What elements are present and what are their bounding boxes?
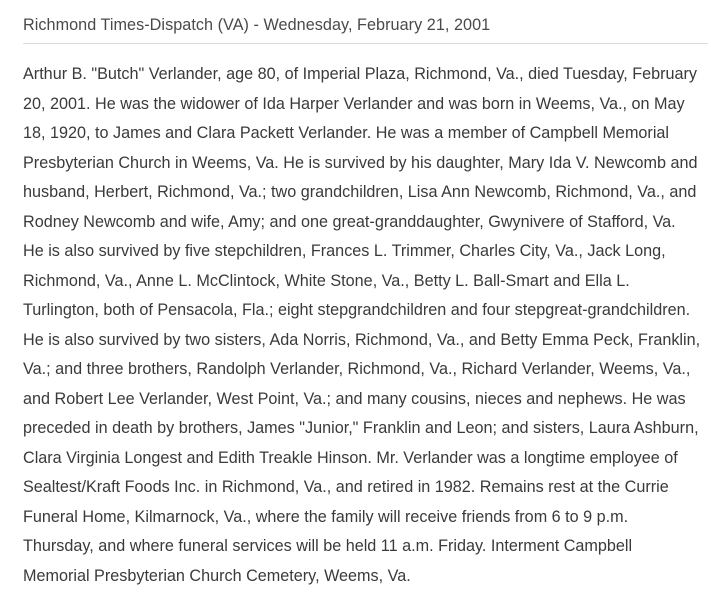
text-line: Rodney Newcomb and wife, Amy; and one great-granddaughter, Gwynivere of Stafford, Va. <box>23 212 676 231</box>
obituary-text <box>23 60 707 591</box>
obituary-header <box>23 0 708 44</box>
text-line: 20, 2001. He was the widower of Ida Harper Verlander and was born in Weems, Va., on May <box>23 94 685 113</box>
text-line: He is also survived by two sisters, Ada Norris, Richmond, Va., and Betty Emma Peck, Franklin, <box>23 330 701 349</box>
text-line: Richmond, Va., Anne L. McClintock, White Stone, Va., Betty L. Ball-Smart and Ella L. <box>23 271 630 290</box>
text-line: Turlington, both of Pensacola, Fla.; eight stepgrandchildren and four stepgreat-grandchildren. <box>23 301 691 319</box>
text-line: 18, 1920, to James and Clara Packett Verlander. He was a member of Campbell Memorial <box>23 124 670 142</box>
text-line: Clara Virginia Longest and Edith Treakle Hinson. Mr. Verlander was a longtime employee of <box>23 448 678 467</box>
text-line: Funeral Home, Kilmarnock, Va., where the family will receive friends from 6 to 9 p.m. <box>23 507 629 526</box>
text-line: Thursday, and where funeral services will be held 11 a.m. Friday. Interment Campbell <box>23 537 633 555</box>
text-line: Sealtest/Kraft Foods Inc. in Richmond, Va., and retired in 1982. Remains rest at the Currie <box>23 478 669 496</box>
text-line: husband, Herbert, Richmond, Va.; two grandchildren, Lisa Ann Newcomb, Richmond, Va., and <box>23 183 697 201</box>
text-line: Arthur B. "Butch" Verlander, age 80, of Imperial Plaza, Richmond, Va., died Tuesday, February <box>23 65 698 83</box>
text-line: Presbyterian Church in Weems, Va. He is survived by his daughter, Mary Ida V. Newcomb and <box>23 153 698 172</box>
text-line: He is also survived by five stepchildren, Frances L. Trimmer, Charles City, Va., Jack Long, <box>23 242 666 260</box>
text-line: and Robert Lee Verlander, West Point, Va.; and many cousins, nieces and nephews. He was <box>23 389 686 408</box>
text-line: preceded in death by brothers, James "Junior," Franklin and Leon; and sisters, Laura Ashburn, <box>23 419 699 437</box>
text-line: Va.; and three brothers, Randolph Verlander, Richmond, Va., Richard Verlander, Weems, Va., <box>23 360 691 378</box>
text-line: Memorial Presbyterian Church Cemetery, Weems, Va. <box>23 566 411 585</box>
publication-title: Richmond Times-Dispatch (VA) - Wednesday, February 21, 2001 <box>23 16 491 34</box>
